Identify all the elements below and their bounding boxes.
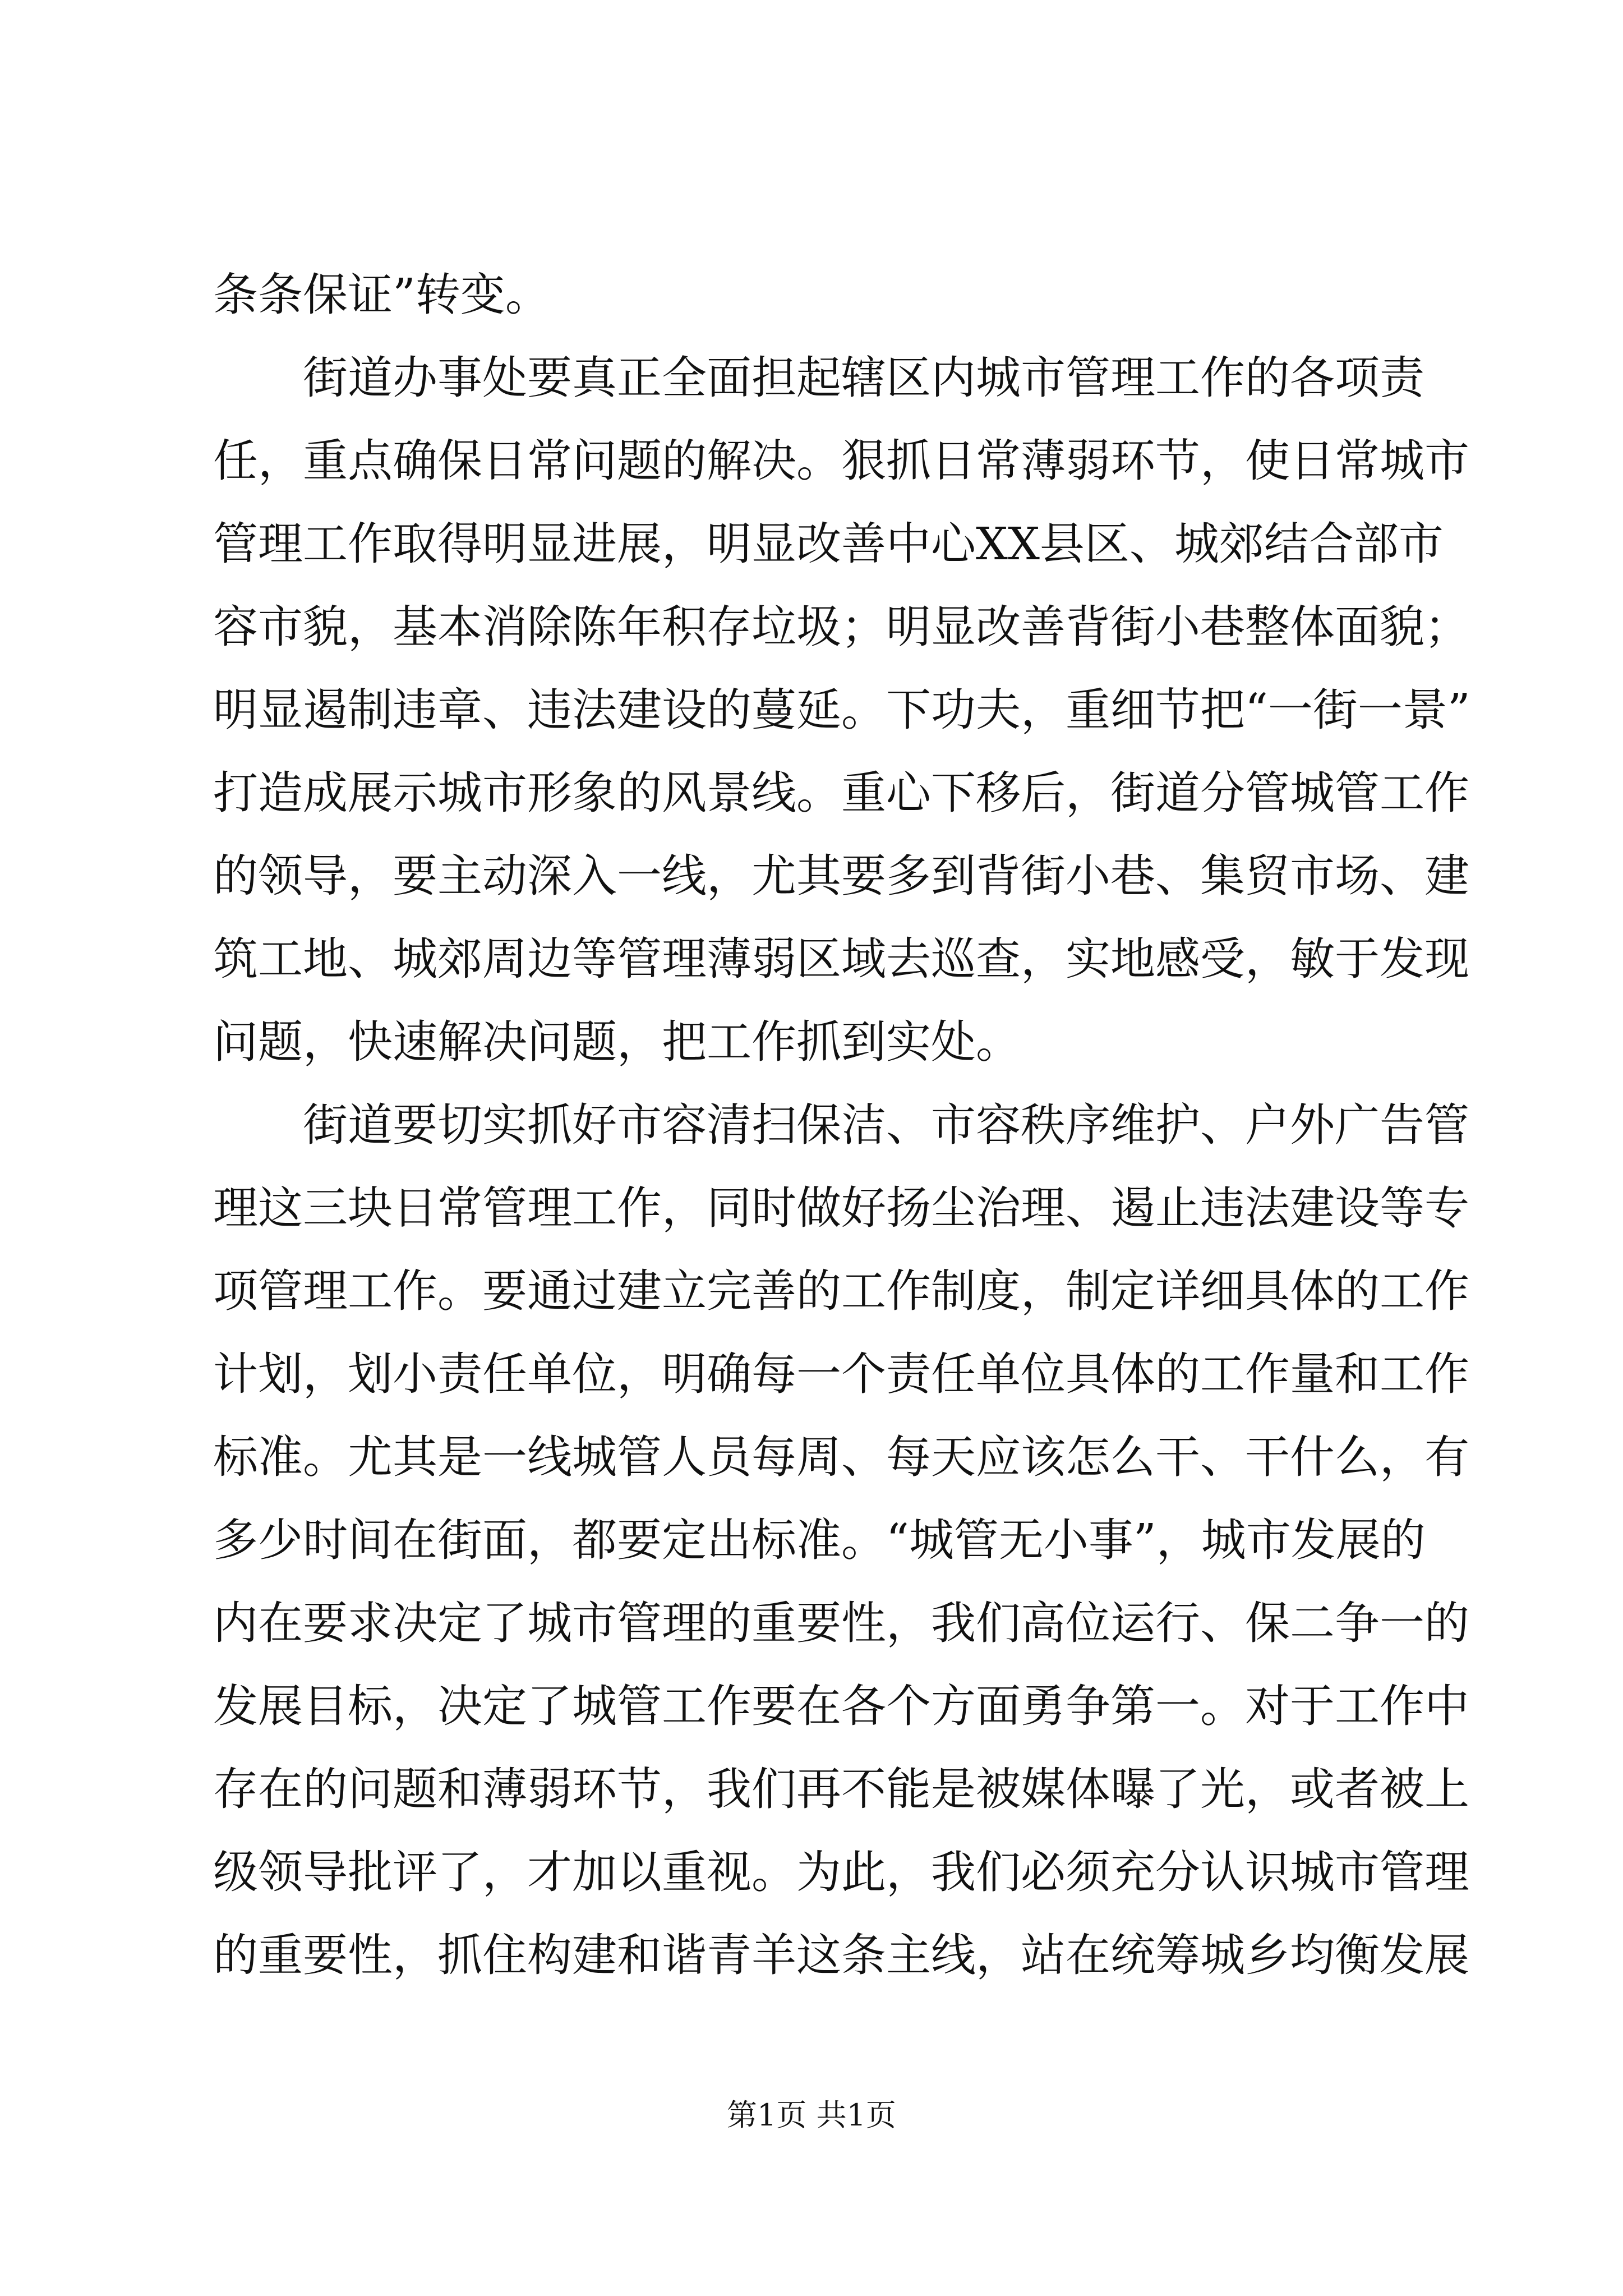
text-line: 计划，划小责任单位，明确每一个责任单位具体的工作量和工作: [213, 1348, 1469, 1400]
page-footer: [0, 2096, 1623, 2135]
page-number: 第1页 共1页: [727, 2097, 896, 2133]
text-line: 理这三块日常管理工作，同时做好扬尘治理、遏止违法建设等专: [213, 1182, 1469, 1234]
text-line: 条条保证”转变。: [213, 269, 550, 321]
body-text: [213, 254, 1470, 1997]
text-line: 项管理工作。要通过建立完善的工作制度，制定详细具体的工作: [213, 1265, 1469, 1317]
text-line: 发展目标，决定了城管工作要在各个方面勇争第一。对于工作中: [213, 1680, 1469, 1732]
text-line: 问题，快速解决问题，把工作抓到实处。: [213, 1016, 1021, 1068]
text-line: 的重要性，抓住构建和谐青羊这条主线，站在统筹城乡均衡发展: [213, 1929, 1469, 1981]
text-line: 筑工地、城郊周边等管理薄弱区域去巡查，实地感受，敏于发现: [213, 933, 1469, 985]
text-line: 标准。尤其是一线城管人员每周、每天应该怎么干、干什么，有: [213, 1431, 1469, 1483]
text-line: 管理工作取得明显进展，明显改善中心XX县区、城郊结合部市: [213, 518, 1444, 570]
text-line: 容市貌，基本消除陈年积存垃圾；明显改善背街小巷整体面貌；: [213, 601, 1469, 653]
text-line: 多少时间在街面，都要定出标准。“城管无小事”，城市发展的: [213, 1514, 1426, 1566]
text-line: 任，重点确保日常问题的解决。狠抓日常薄弱环节，使日常城市: [213, 435, 1469, 487]
text-line: 的领导，要主动深入一线，尤其要多到背街小巷、集贸市场、建: [213, 850, 1469, 902]
text-line: 存在的问题和薄弱环节，我们再不能是被媒体曝了光，或者被上: [213, 1763, 1469, 1815]
paragraph-first-line: 街道要切实抓好市容清扫保洁、市容秩序维护、户外广告管: [303, 1099, 1469, 1151]
text-line: 级领导批评了，才加以重视。为此，我们必须充分认识城市管理: [213, 1846, 1469, 1898]
text-line: 打造成展示城市形象的风景线。重心下移后，街道分管城管工作: [213, 767, 1469, 819]
text-line: 内在要求决定了城市管理的重要性，我们高位运行、保二争一的: [213, 1597, 1469, 1649]
paragraph-first-line: 街道办事处要真正全面担起辖区内城市管理工作的各项责: [303, 352, 1424, 404]
text-line: 明显遏制违章、违法建设的蔓延。下功夫，重细节把“一街一景”: [213, 684, 1470, 736]
